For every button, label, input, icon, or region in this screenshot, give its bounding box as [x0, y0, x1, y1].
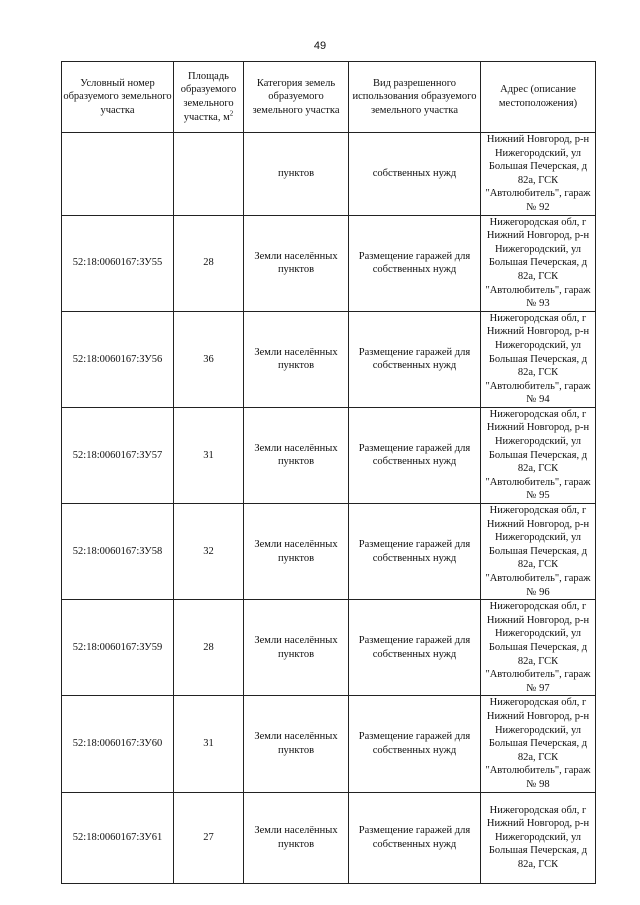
table-header-row [62, 62, 596, 133]
cell-category: Земли населённых пунктов [244, 600, 349, 696]
cell-use: Размещение гаражей для собственных нужд [349, 792, 481, 883]
cell-use: Размещение гаражей для собственных нужд [349, 696, 481, 792]
cell-address: Нижегородская обл, г Нижний Новгород, р-н Нижегородский, ул Большая Печерская, д 82а, ГСК "Автолюбитель", гараж № 96 [481, 504, 596, 600]
cell-use: Размещение гаражей для собственных нужд [349, 215, 481, 311]
table-row [62, 311, 596, 407]
header-category: Категория земель образуемого земельного участка [244, 62, 349, 133]
cell-category: Земли населённых пунктов [244, 407, 349, 503]
cell-category: Земли населённых пунктов [244, 792, 349, 883]
cell-number: 52:18:0060167:ЗУ59 [62, 600, 174, 696]
table-row [62, 407, 596, 503]
cell-category: Земли населённых пунктов [244, 311, 349, 407]
cell-number: 52:18:0060167:ЗУ56 [62, 311, 174, 407]
header-area-text: Площадь образуемого земельного участка, м [180, 70, 237, 123]
header-use: Вид разрешенного использования образуемого земельного участка [349, 62, 481, 133]
cell-use: Размещение гаражей для собственных нужд [349, 407, 481, 503]
header-area-sup: 2 [229, 109, 234, 118]
cell-area: 27 [174, 792, 244, 883]
cell-address: Нижегородская обл, г Нижний Новгород, р-н Нижегородский, ул Большая Печерская, д 82а, ГСК [481, 792, 596, 883]
cell-address: Нижегородская обл, г Нижний Новгород, р-н Нижегородский, ул Большая Печерская, д 82а, ГСК "Автолюбитель", гараж № 97 [481, 600, 596, 696]
cell-number: 52:18:0060167:ЗУ61 [62, 792, 174, 883]
cell-use: Размещение гаражей для собственных нужд [349, 600, 481, 696]
cell-area: 32 [174, 504, 244, 600]
cell-area: 28 [174, 215, 244, 311]
header-number: Условный номер образуемого земельного участка [62, 62, 174, 133]
table-row [62, 696, 596, 792]
cell-use: собственных нужд [349, 133, 481, 216]
table-row [62, 792, 596, 883]
header-area [174, 62, 244, 133]
cell-number: 52:18:0060167:ЗУ55 [62, 215, 174, 311]
table-row [62, 215, 596, 311]
cell-category: Земли населённых пунктов [244, 215, 349, 311]
cell-category: Земли населённых пунктов [244, 504, 349, 600]
header-address: Адрес (описание местоположения) [481, 62, 596, 133]
cell-number: 52:18:0060167:ЗУ57 [62, 407, 174, 503]
cell-category: пунктов [244, 133, 349, 216]
cell-area: 31 [174, 407, 244, 503]
cell-number: 52:18:0060167:ЗУ60 [62, 696, 174, 792]
cell-area: 36 [174, 311, 244, 407]
cell-address: Нижегородская обл, г Нижний Новгород, р-н Нижегородский, ул Большая Печерская, д 82а, ГСК "Автолюбитель", гараж № 94 [481, 311, 596, 407]
table-row [62, 600, 596, 696]
cell-number: 52:18:0060167:ЗУ58 [62, 504, 174, 600]
cell-use: Размещение гаражей для собственных нужд [349, 504, 481, 600]
cell-address: Нижегородская обл, г Нижний Новгород, р-н Нижегородский, ул Большая Печерская, д 82а, ГСК "Автолюбитель", гараж № 93 [481, 215, 596, 311]
cell-area: 28 [174, 600, 244, 696]
cell-address: Нижегородская обл, г Нижний Новгород, р-н Нижегородский, ул Большая Печерская, д 82а, ГСК "Автолюбитель", гараж № 98 [481, 696, 596, 792]
cell-address: Нижний Новгород, р-н Нижегородский, ул Большая Печерская, д 82а, ГСК "Автолюбитель", гараж № 92 [481, 133, 596, 216]
cell-area [174, 133, 244, 216]
page-number: 49 [313, 40, 327, 52]
cell-use: Размещение гаражей для собственных нужд [349, 311, 481, 407]
table-row-continuation [62, 133, 596, 216]
cell-number [62, 133, 174, 216]
table-row [62, 504, 596, 600]
cell-area: 31 [174, 696, 244, 792]
cell-category: Земли населённых пунктов [244, 696, 349, 792]
land-plots-table [61, 61, 596, 884]
cell-address: Нижегородская обл, г Нижний Новгород, р-н Нижегородский, ул Большая Печерская, д 82а, ГСК "Автолюбитель", гараж № 95 [481, 407, 596, 503]
